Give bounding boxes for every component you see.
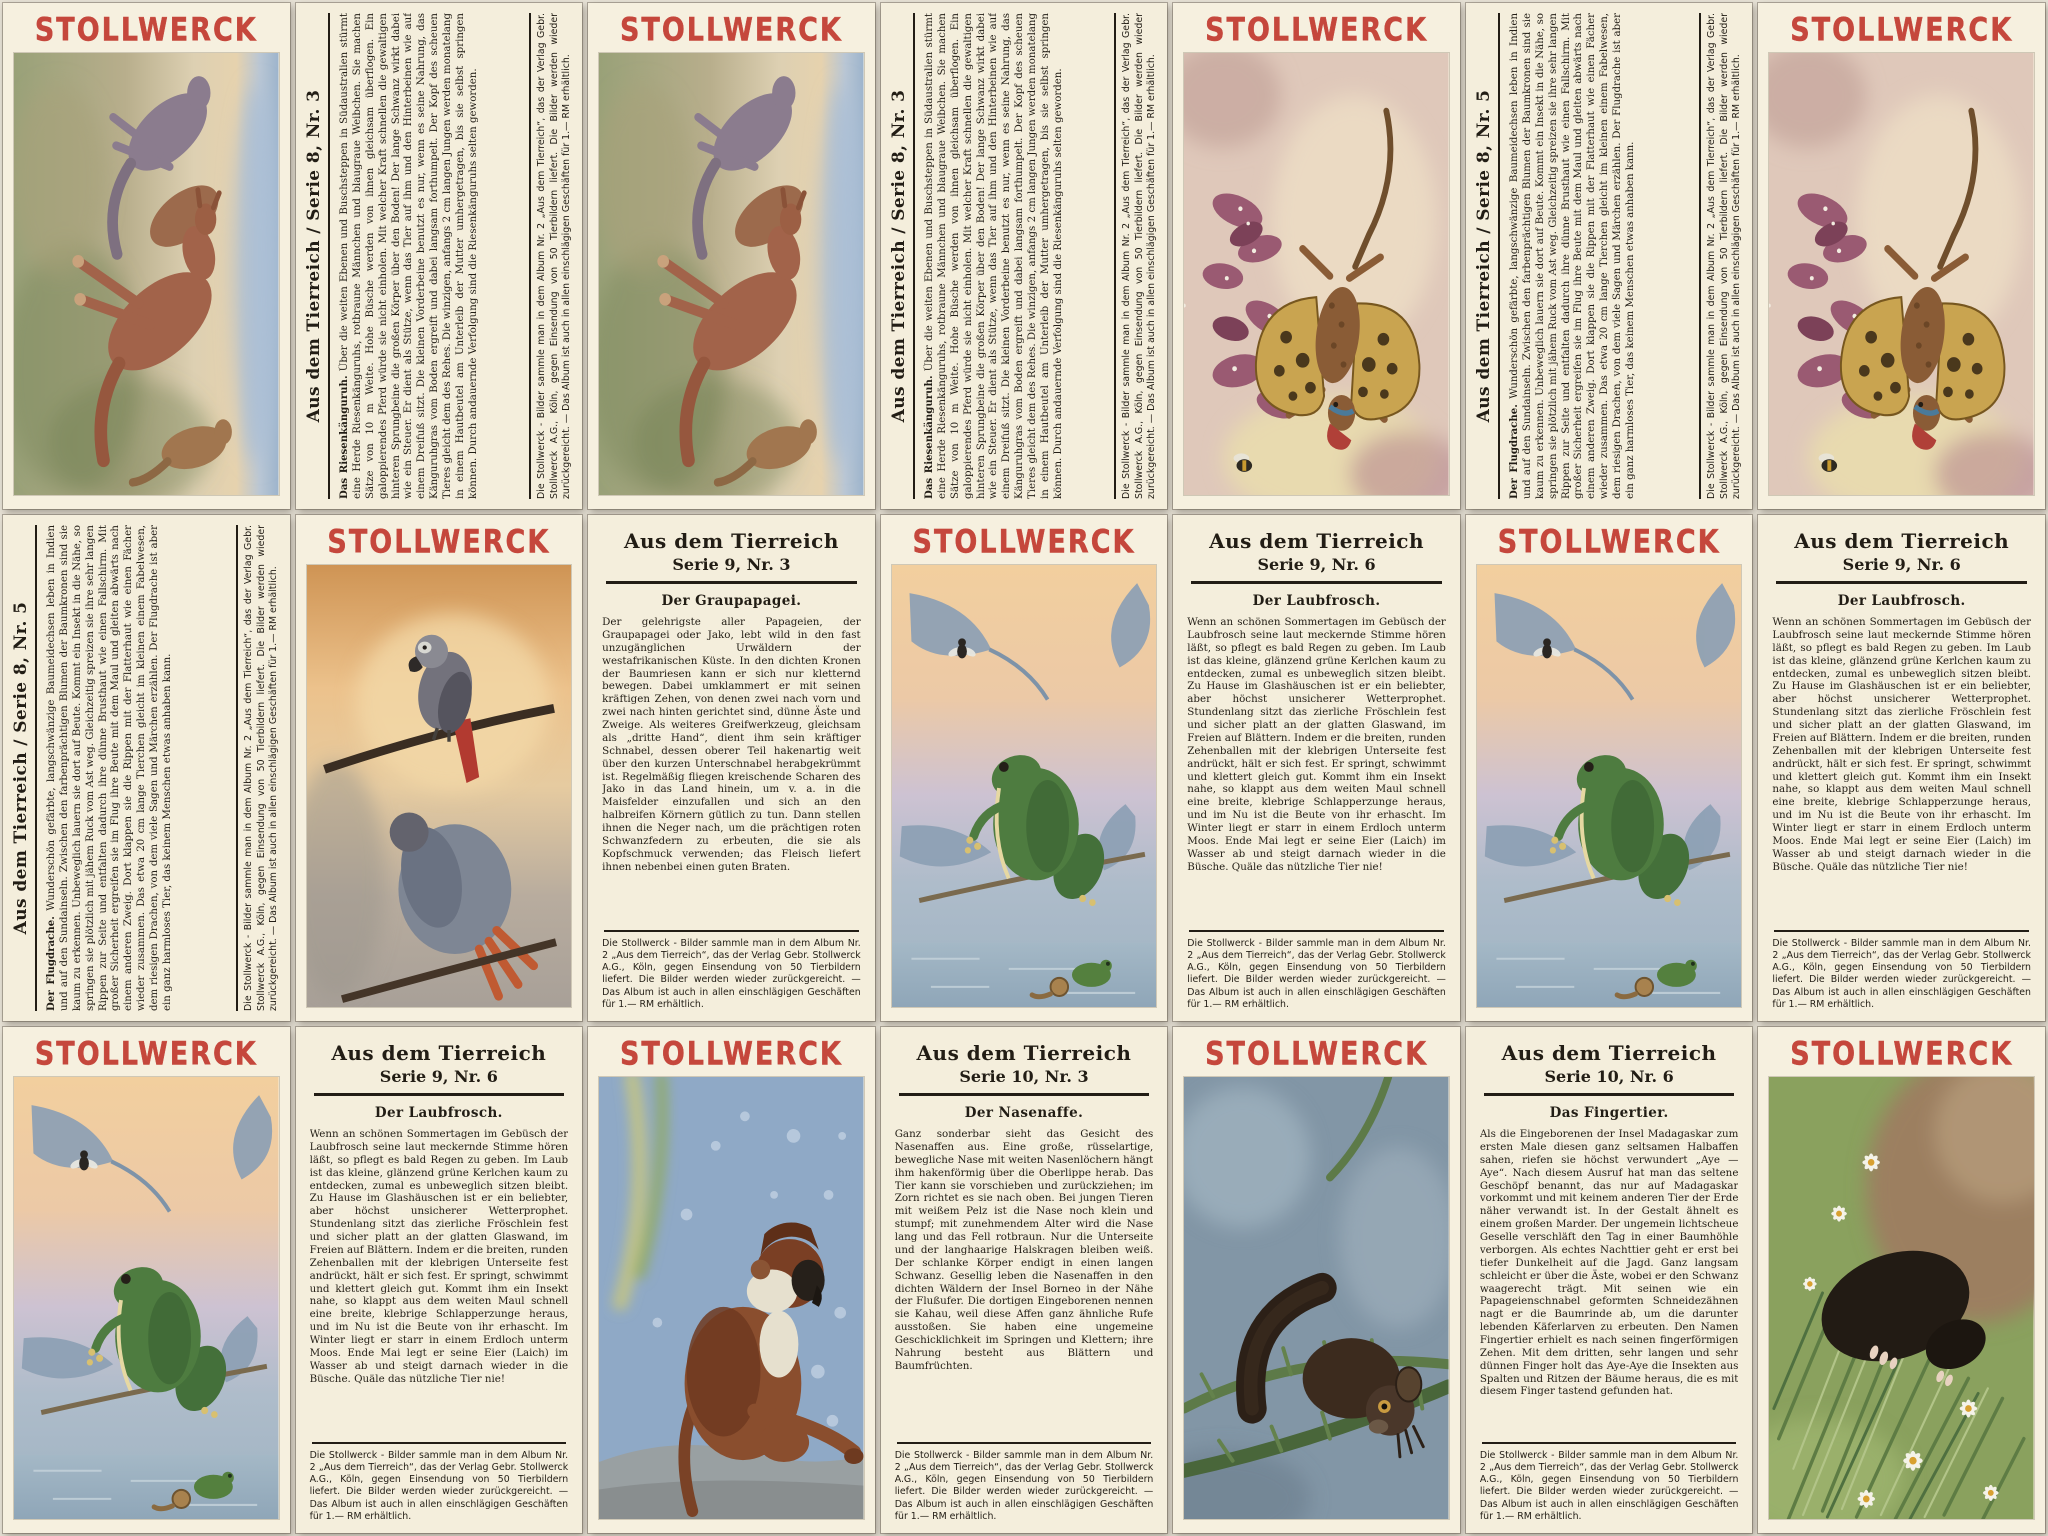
article-body — [1508, 13, 1637, 499]
grid-cell — [585, 1024, 878, 1536]
divider — [1498, 13, 1501, 499]
card-image-laubfrosch-2 — [3, 1027, 290, 1533]
album-footer: Die Stollwerck - Bilder sammle man in dem Album Nr. 2 „Aus dem Tierreich“, das der Verlag Gebr. Stollwerck A.G., Köln, gegen Einsendung von 50 Tierbildern liefert. Die Bilder werden wieder zurückgereicht. — Das Album ist auch in allen einschlägigen Geschäften für 1.— RM erhältlich. — [1121, 13, 1157, 499]
card-series-number: Serie 10, Nr. 3 — [959, 1067, 1089, 1086]
grid-cell — [293, 512, 586, 1024]
article-body: Ganz sonderbar sieht das Gesicht des Nasenaffen aus. Eine große, rüsselartige, bewegliche Nase mit weiten Nasenlöchern hängt ihm hakenförmig über die Oberlippe herab. Das Tier kann sie vorschieben und zurückziehen; im Zorn richtet es sie nach oben. Bei jungen Tieren mit weißem Pelz ist die Nase noch klein und stumpf; mit zunehmendem Alter wird die Nase lang und das Fell rotbraun. Nur die Unterseite und der langhaarige Halskragen bleiben weiß. Der schlanke Körper endigt in einen langen Schwanz. Gesellig leben die Nasenaffen in den dichten Wäldern der Insel Borneo in der Nähe der Flußufer. Die dortigen Eingeborenen nennen sie Kahau, weil diese Affen ganz ähnliche Rufe ausstoßen. Sie haben eine ungemeine Geschicklichkeit im Springen und Klettern; ihre Nahrung besteht aus Blättern und Baumfrüchten. — [894, 1128, 1154, 1372]
album-footer: Die Stollwerck - Bilder sammle man in dem Album Nr. 2 „Aus dem Tierreich“, das der Verlag Gebr. Stollwerck A.G., Köln, gegen Einsendung von 50 Tierbildern liefert. Die Bilder werden wieder zurückgereicht. — Das Album ist auch in allen einschlägigen Geschäften für 1.— RM erhältlich. — [1479, 1449, 1739, 1522]
stollwerck-logo: STOLLWERCK — [619, 1035, 843, 1073]
card-image-laubfrosch — [881, 515, 1168, 1021]
card-series-number: Serie 9, Nr. 3 — [672, 555, 791, 574]
article-title: Der Laubfrosch. — [374, 1105, 503, 1122]
art-frame — [1769, 1077, 2034, 1519]
card-series-title: Aus dem Tierreich — [331, 1041, 547, 1065]
divider — [1482, 1442, 1737, 1444]
article-body — [923, 13, 1065, 499]
art-frame — [599, 53, 864, 495]
art-frame — [1184, 53, 1449, 495]
divider — [35, 525, 38, 1011]
card-series-line: Aus dem Tierreich / Serie 8, Nr. 3 — [888, 89, 909, 423]
grid-cell — [1755, 512, 2048, 1024]
card-series-number: Serie 9, Nr. 6 — [1257, 555, 1376, 574]
grid-cell — [878, 0, 1171, 512]
divider — [606, 581, 857, 584]
divider — [1114, 13, 1116, 499]
divider — [312, 1442, 567, 1444]
card-series-number: Serie 9, Nr. 6 — [379, 1067, 498, 1086]
article-body: Wenn an schönen Sommertagen im Gebüsch der Laubfrosch seine laut meckernde Stimme hören läßt, so pflegt es bald Regen zu geben. Im Laub ist das kleine, glänzend grüne Kerlchen kaum zu entdecken, zumal es unbeweglich sitzen bleibt. Zu Hause im Glashäuschen ist er ein beliebter, aber höchst unsicherer Wetterprophet. Stundenlang sitzt das zierliche Fröschlein fest und sicher platt an der glatten Glaswand, im Freien auf Blättern. Indem er die breiten, runden Zehenballen mit der klebrigen Unterseite fest andrückt, hält er sich fest. Er springt, schwimmt und klettert gleich gut. Kommt ihm ein Insekt nahe, so klappt aus dem weiten Maul schnell eine breite, klebrige Schlapperzunge heraus, und im Nu ist die Beute von ihr erhascht. Im Winter liegt er starr in einem Erdloch unterm Moos. Ende Mai legt er seine Eier (Laich) im Wasser ab und steigt darnach wieder in die Büsche. Quäle das nützliche Tier nie! — [309, 1128, 569, 1385]
aye-aye-illustration — [1184, 1077, 1449, 1519]
grid-cell — [1755, 1024, 2048, 1536]
article-body-text: Wunderschön gefärbte, langschwänzige Baumeidechsen leben in Indien und auf den Sundainseln. Zwischen den farbenprächtigen Blumen der Baumkronen sind sie kaum zu erkennen. Unbeweglich lauern sie dort auf Beute. Kommt ein Insekt in die Nähe, so springen sie plötzlich mit jähem Ruck vom Ast weg. Gleichzeitig spreizen sie ihre sehr langen Rippen zur Seite und entfalten dadurch ihre dünne Brusthaut wie einen Fallschirm. Mit großer Sicherheit ergreifen sie im Flug ihre Beute mit dem Maul und gleiten abwärts nach einem anderen Zweig. Dort klappen sie die Rippen mit der Flatterhaut wie einen Fächer wieder zusammen. Das etwa 20 cm lange Tierchen gleicht im kleinen einem Fabelwesen, dem riesigen Drachen, von dem viele Sagen und Märchen erzählen. Der Flugdrache ist aber ein ganz harmloses Tier, das keinem Menschen etwas anhaben kann. — [46, 525, 174, 1011]
divider — [328, 13, 331, 499]
card-series-title: Aus dem Tierreich — [623, 529, 839, 553]
art-frame — [14, 1077, 279, 1519]
card-series-title: Aus dem Tierreich — [916, 1041, 1132, 1065]
stollwerck-logo: STOLLWERCK — [1790, 1035, 2014, 1073]
footer-block — [895, 1434, 1154, 1523]
article-title: Der Flugdrache. — [45, 916, 58, 1011]
stollwerck-logo: STOLLWERCK — [1790, 11, 2014, 49]
article-title: Das Riesenkänguruh. — [338, 375, 351, 499]
stollwerck-logo: STOLLWERCK — [619, 11, 843, 49]
album-footer: Die Stollwerck - Bilder sammle man in dem Album Nr. 2 „Aus dem Tierreich“, das der Verlag Gebr. Stollwerck A.G., Köln, gegen Einsendung von 50 Tierbildern liefert. Die Bilder werden wieder zurückgereicht. — Das Album ist auch in allen einschlägigen Geschäften für 1.— RM erhältlich. — [1187, 937, 1446, 1010]
stollwerck-logo: STOLLWERCK — [912, 523, 1136, 561]
grid-cell — [0, 1024, 293, 1536]
grid-cell — [1463, 1024, 1756, 1536]
rotated-card-content — [12, 525, 280, 1011]
divider — [1189, 930, 1444, 932]
card-text-riesenkaenguruh-rotated-duplicate — [881, 3, 1168, 509]
grid-cell — [1463, 0, 1756, 512]
footer-block — [230, 525, 281, 1011]
album-footer: Die Stollwerck - Bilder sammle man in dem Album Nr. 2 „Aus dem Tierreich“, das der Verlag Gebr. Stollwerck A.G., Köln, gegen Einsendung von 50 Tierbildern liefert. Die Bilder werden wieder zurückgereicht. — Das Album ist auch in allen einschlägigen Geschäften für 1.— RM erhältlich. — [1706, 13, 1742, 499]
card-text-nasenaffe — [881, 1027, 1168, 1533]
card-text-laubfrosch — [1173, 515, 1460, 1021]
divider — [899, 1093, 1150, 1096]
kangaroo-illustration — [599, 53, 864, 495]
card-text-graupapagei — [588, 515, 875, 1021]
grid-cell — [1755, 0, 2048, 512]
stollwerck-logo: STOLLWERCK — [34, 11, 258, 49]
stollwerck-logo: STOLLWERCK — [327, 523, 551, 561]
footer-block — [1107, 13, 1158, 499]
article-title: Der Laubfrosch. — [1252, 593, 1381, 610]
flying-dragon-illustration — [1769, 53, 2034, 495]
album-footer: Die Stollwerck - Bilder sammle man in dem Album Nr. 2 „Aus dem Tierreich“, das der Verlag Gebr. Stollwerck A.G., Köln, gegen Einsendung von 50 Tierbildern liefert. Die Bilder werden wieder zurückgereicht. — Das Album ist auch in allen einschlägigen Geschäften für 1.— RM erhältlich. — [309, 1449, 569, 1522]
grid-cell — [1170, 512, 1463, 1024]
card-image-nasenaffe — [588, 1027, 875, 1533]
divider — [529, 13, 531, 499]
article-body — [45, 525, 174, 1011]
article-body-text: Über die weiten Ebenen und Buschsteppen in Südaustralien stürmt eine Herde Riesenkänguruhs, rotbraune Männchen und blaugraue Weibchen. Sie machen Sätze von 10 m Weite. Hohe Büsche werden von ihnen gleichsam überflogen. Ein galoppierendes Pferd würde sie nicht einholen. Mit welcher Kraft schnellen die gewaltigen hinteren Sprungbeine die großen Körper über den Boden! Der lange Schwanz wirkt dabei wie ein Steuer. Er dient als Stütze, wenn das Tier auf ihm und den Hinterbeinen wie auf einem Dreifuß sitzt. Die kleinen Vorderbeine benutzt es nur, wenn es seine Nahrung, das Känguruhgras vom Boden ergreift und dabei langsam forthumpelt. Der Kopf des scheuen Tieres gleicht dem des Rehes. Die winzigen, anfangs 2 cm langen Jungen werden monatelang in einem Hautbeutel am Unterleib der Mutter umhergetragen, bis sie selbst springen können. Durch andauernde Verfolgung sind die Riesenkänguruhs selten geworden. — [924, 13, 1064, 499]
article-body: Der gelehrigste aller Papageien, der Graupapagei oder Jako, lebt wild in den fast unzugänglichen Urwäldern der westafrikanischen Küste. In den dichten Kronen der Baumriesen kann er sich nur kletternd bewegen. Dabei umklammert er mit seinen kräftigen Zehen, von denen zwei nach vorn und zwei nach hinten gerichtet sind, dünne Äste und Zweige. Als weiteres Greifwerkzeug, gleichsam als „dritte Hand“, dient ihm sein kräftiger Schnabel, dessen oberer Teil hakenartig weit über den kurzen Unterschnabel herabgekrümmt ist. Regelmäßig fliegen kreischende Scharen des Jako in das Land hinein, um v. a. in die Maisfelder einzufallen und sich an den halbreifen Körnern gütlich zu tun. Dann stellen ihnen die Neger nach, um die prächtigen roten Schwanzfedern zu erbeuten, die sie als Kopfschmuck verwenden; das Fleisch liefert ihnen nebenbei einen guten Braten. — [602, 616, 861, 873]
tree-frog-illustration — [14, 1077, 279, 1519]
divider — [1699, 13, 1701, 499]
stollwerck-logo: STOLLWERCK — [34, 1035, 258, 1073]
card-text-laubfrosch-duplicate — [1758, 515, 2045, 1021]
card-image-laubfrosch-duplicate — [1466, 515, 1753, 1021]
article-title: Das Riesenkänguruh. — [923, 375, 936, 499]
album-footer: Die Stollwerck - Bilder sammle man in dem Album Nr. 2 „Aus dem Tierreich“, das der Verlag Gebr. Stollwerck A.G., Köln, gegen Einsendung von 50 Tierbildern liefert. Die Bilder werden wieder zurückgereicht. — Das Album ist auch in allen einschlägigen Geschäften für 1.— RM erhältlich. — [1772, 937, 2031, 1010]
article-body-text: Über die weiten Ebenen und Buschsteppen in Südaustralien stürmt eine Herde Riesenkänguruhs, rotbraune Männchen und blaugraue Weibchen. Sie machen Sätze von 10 m Weite. Hohe Büsche werden von ihnen gleichsam überflogen. Ein galoppierendes Pferd würde sie nicht einholen. Mit welcher Kraft schnellen die gewaltigen hinteren Sprungbeine die großen Körper über den Boden! Der lange Schwanz wirkt dabei wie ein Steuer. Er dient als Stütze, wenn das Tier auf ihm und den Hinterbeinen wie auf einem Dreifuß sitzt. Die kleinen Vorderbeine benutzt es nur, wenn es seine Nahrung, das Känguruhgras vom Boden ergreift und dabei langsam forthumpelt. Der Kopf des scheuen Tieres gleicht dem des Rehes. Die winzigen, anfangs 2 cm langen Jungen werden monatelang in einem Hautbeutel am Unterleib der Mutter umhergetragen, bis sie selbst springen können. Durch andauernde Verfolgung sind die Riesenkänguruhs selten geworden. — [339, 13, 479, 499]
grid-cell — [1170, 0, 1463, 512]
card-series-title: Aus dem Tierreich — [1501, 1041, 1717, 1065]
rotated-card-content — [305, 13, 573, 499]
article-title: Der Nasenaffe. — [964, 1105, 1084, 1122]
card-image-flugdrache — [1173, 3, 1460, 509]
divider — [1191, 581, 1442, 584]
tree-frog-illustration — [1477, 565, 1742, 1007]
footer-block — [1692, 13, 1743, 499]
footer-block — [522, 13, 573, 499]
article-title: Der Flugdrache. — [1508, 404, 1521, 499]
flying-dragon-illustration — [1184, 53, 1449, 495]
card-series-number: Serie 9, Nr. 6 — [1842, 555, 1961, 574]
art-frame — [892, 565, 1157, 1007]
card-image-meadow-mole — [1758, 1027, 2045, 1533]
divider — [237, 525, 239, 1011]
card-text-fingertier — [1466, 1027, 1753, 1533]
card-series-title: Aus dem Tierreich — [1794, 529, 2010, 553]
grey-parrot-illustration — [307, 565, 572, 1007]
proboscis-monkey-illustration — [599, 1077, 864, 1519]
card-series-line: Aus dem Tierreich / Serie 8, Nr. 3 — [303, 89, 324, 423]
stollwerck-logo: STOLLWERCK — [1497, 523, 1721, 561]
card-series-line: Aus dem Tierreich / Serie 8, Nr. 5 — [11, 601, 32, 935]
article-title: Das Fingertier. — [1549, 1105, 1669, 1122]
art-frame — [599, 1077, 864, 1519]
divider — [1484, 1093, 1735, 1096]
art-frame — [1184, 1077, 1449, 1519]
grid-cell — [1463, 512, 1756, 1024]
art-frame — [1477, 565, 1742, 1007]
stollwerck-logo: STOLLWERCK — [1205, 11, 1428, 49]
card-image-graupapagei — [296, 515, 583, 1021]
footer-block — [1480, 1434, 1739, 1523]
grid-cell — [1170, 1024, 1463, 1536]
grid-cell — [878, 1024, 1171, 1536]
footer-block — [310, 1434, 569, 1523]
album-footer: Die Stollwerck - Bilder sammle man in dem Album Nr. 2 „Aus dem Tierreich“, das der Verlag Gebr. Stollwerck A.G., Köln, gegen Einsendung von 50 Tierbildern liefert. Die Bilder werden wieder zurückgereicht. — Das Album ist auch in allen einschlägigen Geschäften für 1.— RM erhältlich. — [243, 525, 280, 1011]
divider — [913, 13, 916, 499]
article-body — [338, 13, 480, 499]
album-footer: Die Stollwerck - Bilder sammle man in dem Album Nr. 2 „Aus dem Tierreich“, das der Verlag Gebr. Stollwerck A.G., Köln, gegen Einsendung von 50 Tierbildern liefert. Die Bilder werden wieder zurückgereicht. — Das Album ist auch in allen einschlägigen Geschäften für 1.— RM erhältlich. — [602, 937, 861, 1010]
card-image-fingertier — [1173, 1027, 1460, 1533]
card-text-riesenkaenguruh-rotated — [296, 3, 583, 509]
grid-cell — [293, 0, 586, 512]
divider — [314, 1093, 565, 1096]
rotated-card-content — [890, 13, 1158, 499]
divider — [604, 930, 859, 932]
card-image-kangaroo — [3, 3, 290, 509]
grid-cell — [585, 512, 878, 1024]
album-footer: Die Stollwerck - Bilder sammle man in dem Album Nr. 2 „Aus dem Tierreich“, das der Verlag Gebr. Stollwerck A.G., Köln, gegen Einsendung von 50 Tierbildern liefert. Die Bilder werden wieder zurückgereicht. — Das Album ist auch in allen einschlägigen Geschäften für 1.— RM erhältlich. — [894, 1449, 1154, 1522]
card-series-title: Aus dem Tierreich — [1209, 529, 1425, 553]
card-text-flugdrache-rotated-duplicate — [3, 515, 290, 1021]
art-frame — [1769, 53, 2034, 495]
footer-block — [602, 922, 861, 1011]
stollwerck-logo: STOLLWERCK — [1205, 1035, 1428, 1073]
tree-frog-illustration — [892, 565, 1157, 1007]
grid-cell — [0, 512, 293, 1024]
kangaroo-illustration — [14, 53, 279, 495]
card-text-laubfrosch-2 — [296, 1027, 583, 1533]
rotated-card-content — [1475, 13, 1743, 499]
article-body: Wenn an schönen Sommertagen im Gebüsch der Laubfrosch seine laut meckernde Stimme hören läßt, so pflegt es bald Regen zu geben. Im Laub ist das kleine, glänzend grüne Kerlchen kaum zu entdecken, zumal es unbeweglich sitzen bleibt. Zu Hause im Glashäuschen ist er ein beliebter, aber höchst unsicherer Wetterprophet. Stundenlang sitzt das zierliche Fröschlein fest und sicher platt an der glatten Glaswand, im Freien auf Blättern. Indem er die breiten, runden Zehenballen mit der klebrigen Unterseite fest andrückt, hält er sich fest. Er springt, schwimmt und klettert gleich gut. Kommt ihm ein Insekt nahe, so klappt aus dem weiten Maul schnell eine breite, klebrige Schlapperzunge heraus, und im Nu ist die Beute von ihr erhascht. Im Winter liegt er starr in einem Erdloch unterm Moos. Ende Mai legt er seine Eier (Laich) im Wasser ab und steigt darnach wieder in die Büsche. Quäle das nützliche Tier nie! — [1187, 616, 1446, 873]
divider — [897, 1442, 1152, 1444]
article-title: Der Laubfrosch. — [1837, 593, 1966, 610]
art-frame — [14, 53, 279, 495]
grid-cell — [0, 0, 293, 512]
grid-cell — [293, 1024, 586, 1536]
card-image-flugdrache-duplicate — [1758, 3, 2045, 509]
card-text-flugdrache-rotated — [1466, 3, 1753, 509]
grid-cell — [878, 512, 1171, 1024]
mole-meadow-illustration — [1769, 1077, 2034, 1519]
article-body: Als die Eingeborenen der Insel Madagaskar zum ersten Male diesen ganz seltsamen Halbaffen sahen, riefen sie höchst verwundert „Aye — Aye“. Nach diesem Ausruf hat man das seltene Geschöpf benannt, das nur auf Madagaskar vorkommt und mit keinem anderen Tier der Erde näher verwandt ist. In der Gestalt ähnelt es einem großen Marder. Der ungemein lichtscheue Geselle verschläft den Tag in einer Baumhöhle verborgen. Als echtes Nachttier geht er erst bei tiefer Dunkelheit auf die Jagd. Ganz langsam schleicht er über die Äste, wobei er den Schwanz waagerecht trägt. Mit seinen wie ein Papageienschnabel geformten Schneidezähnen nagt er die Baumrinde ab, um die darunter lebenden Käferlarven zu erbeuten. Den Namen Fingertier erhielt es nach seinen fingerförmigen Zehen. Mit dem dritten, sehr langen und sehr dünnen Finger holt das Aye-Aye die Insekten aus Spalten und Ritzen der Bäume heraus, die es mit diesem Finger tastend gefunden hat. — [1479, 1128, 1739, 1398]
album-footer: Die Stollwerck - Bilder sammle man in dem Album Nr. 2 „Aus dem Tierreich“, das der Verlag Gebr. Stollwerck A.G., Köln, gegen Einsendung von 50 Tierbildern liefert. Die Bilder werden wieder zurückgereicht. — Das Album ist auch in allen einschlägigen Geschäften für 1.— RM erhältlich. — [536, 13, 572, 499]
card-series-line: Aus dem Tierreich / Serie 8, Nr. 5 — [1474, 89, 1495, 423]
art-frame — [307, 565, 572, 1007]
divider — [1774, 930, 2029, 932]
card-series-number: Serie 10, Nr. 6 — [1544, 1067, 1674, 1086]
article-title: Der Graupapagei. — [661, 593, 802, 610]
article-body: Wenn an schönen Sommertagen im Gebüsch der Laubfrosch seine laut meckernde Stimme hören läßt, so pflegt es bald Regen zu geben. Im Laub ist das kleine, glänzend grüne Kerlchen kaum zu entdecken, zumal es unbeweglich sitzen bleibt. Zu Hause im Glashäuschen ist er ein beliebter, aber höchst unsicherer Wetterprophet. Stundenlang sitzt das zierliche Fröschlein fest und sicher platt an der glatten Glaswand, im Freien auf Blättern. Indem er die breiten, runden Zehenballen mit der klebrigen Unterseite fest andrückt, hält er sich fest. Er springt, schwimmt und klettert gleich gut. Kommt ihm ein Insekt nahe, so klappt aus dem weiten Maul schnell eine breite, klebrige Schlapperzunge heraus, und im Nu ist die Beute von ihr erhascht. Im Winter liegt er starr in einem Erdloch unterm Moos. Ende Mai legt er seine Eier (Laich) im Wasser ab und steigt darnach wieder in die Büsche. Quäle das nützliche Tier nie! — [1772, 616, 2031, 873]
footer-block — [1187, 922, 1446, 1011]
grid-cell — [585, 0, 878, 512]
footer-block — [1772, 922, 2031, 1011]
article-body-text: Wunderschön gefärbte, langschwänzige Baumeidechsen leben in Indien und auf den Sundainseln. Zwischen den farbenprächtigen Blumen der Baumkronen sind sie kaum zu erkennen. Unbeweglich lauern sie dort auf Beute. Kommt ein Insekt in die Nähe, so springen sie plötzlich mit jähem Ruck vom Ast weg. Gleichzeitig spreizen sie ihre sehr langen Rippen zur Seite und entfalten dadurch ihre dünne Brusthaut wie einen Fallschirm. Mit großer Sicherheit ergreifen sie im Flug ihre Beute mit dem Maul und gleiten abwärts nach einem anderen Zweig. Dort klappen sie die Rippen mit der Flatterhaut wie einen Fächer wieder zusammen. Das etwa 20 cm lange Tierchen gleicht im kleinen einem Fabelwesen, dem riesigen Drachen, von dem viele Sagen und Märchen erzählen. Der Flugdrache ist aber ein ganz harmloses Tier, das keinem Menschen etwas anhaben kann. — [1509, 13, 1636, 499]
card-image-kangaroo-duplicate — [588, 3, 875, 509]
divider — [1776, 581, 2027, 584]
